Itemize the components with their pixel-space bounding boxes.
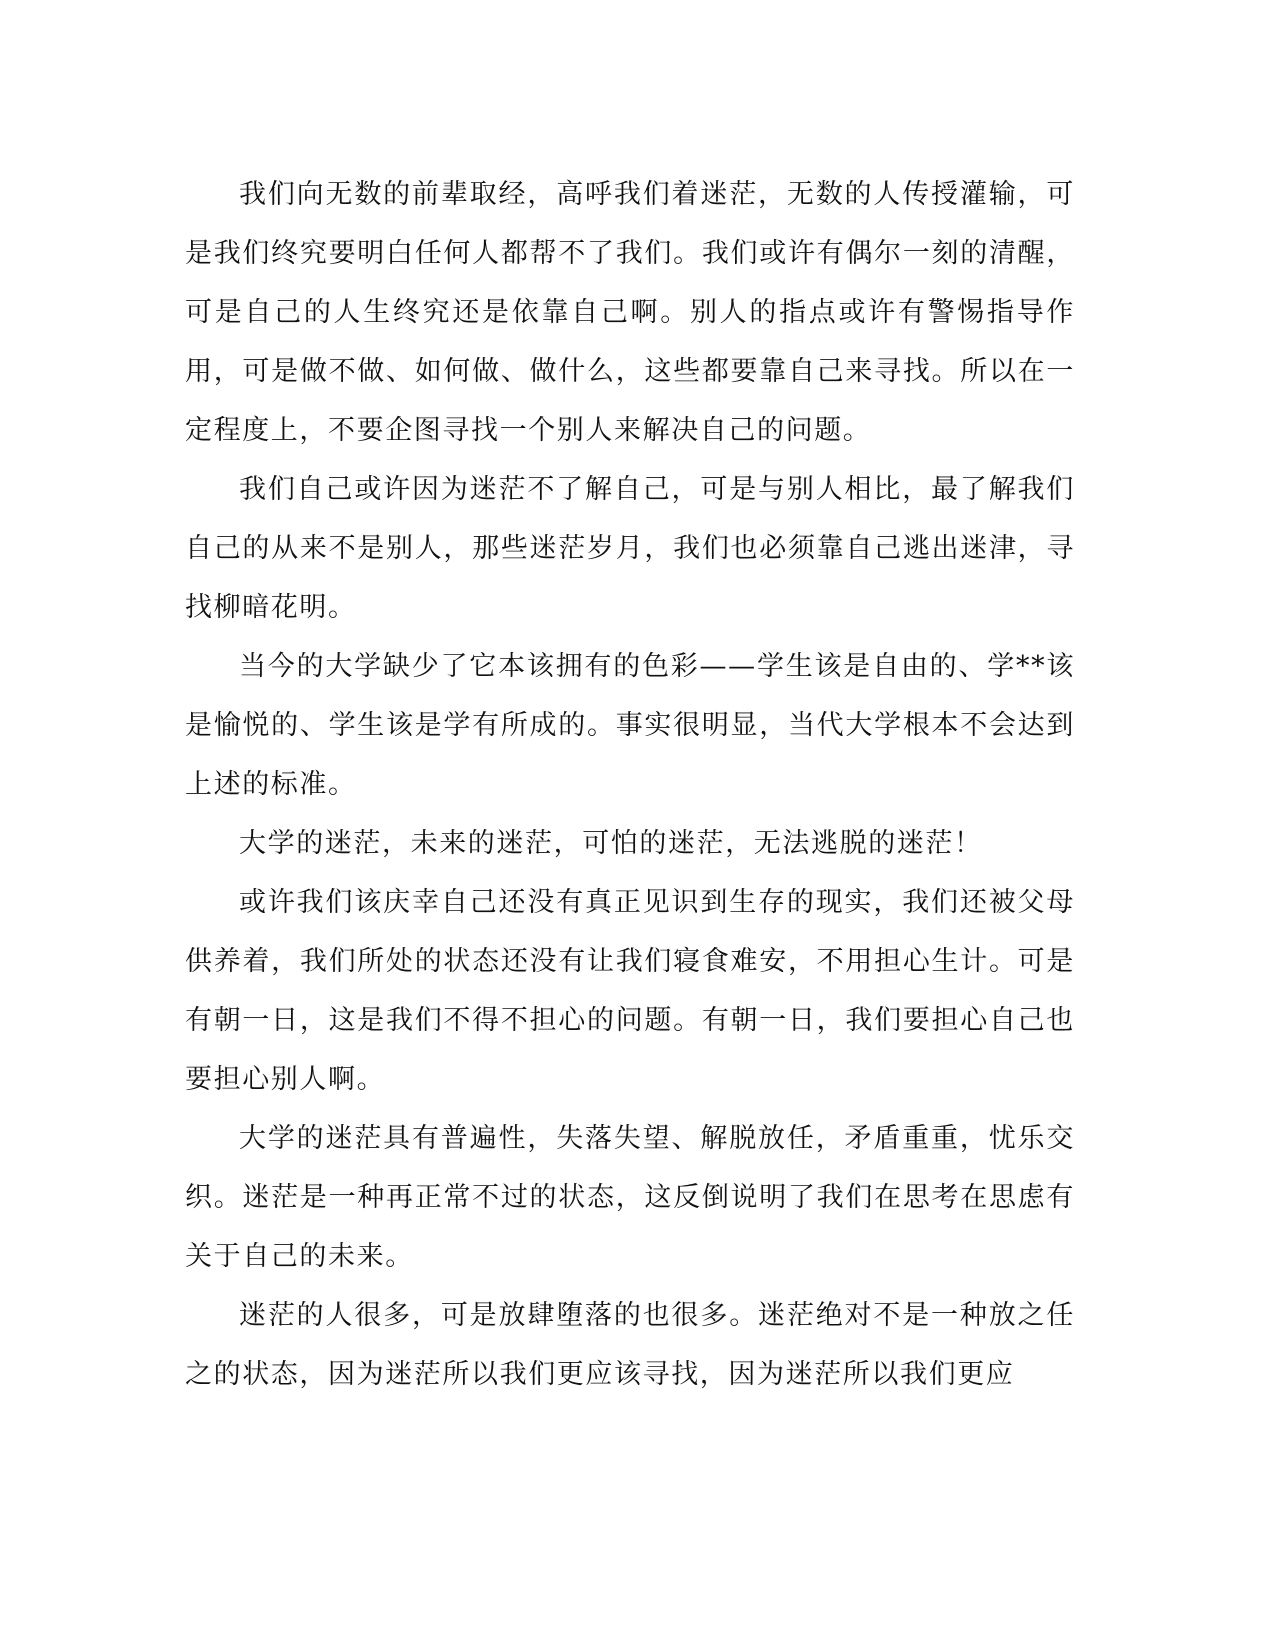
paragraph-6: 大学的迷茫具有普遍性，失落失望、解脱放任，矛盾重重，忧乐交织。迷茫是一种再正常不过的状态，这反倒说明了我们在思考在思虑有关于自己的未来。 <box>185 1123 1075 1272</box>
paragraph-1: 我们向无数的前辈取经，高呼我们着迷茫，无数的人传授灌输，可是我们终究要明白任何人都帮不了我们。我们或许有偶尔一刻的清醒，可是自己的人生终究还是依靠自己啊。别人的指点或许有警惕指导作用，可是做不做、如何做、做什么，这些都要靠自己来寻找。所以在一定程度上，不要企图寻找一个别人来解决自己的问题。 <box>185 179 1075 446</box>
paragraph-7: 迷茫的人很多，可是放肆堕落的也很多。迷茫绝对不是一种放之任之的状态，因为迷茫所以我们更应该寻找，因为迷茫所以我们更应 <box>185 1300 1075 1390</box>
paragraph-5: 或许我们该庆幸自己还没有真正见识到生存的现实，我们还被父母供养着，我们所处的状态还没有让我们寝食难安，不用担心生计。可是有朝一日，这是我们不得不担心的问题。有朝一日，我们要担心自己也要担心别人啊。 <box>185 887 1075 1095</box>
paragraph-4: 大学的迷茫，未来的迷茫，可怕的迷茫，无法逃脱的迷茫！ <box>239 828 983 859</box>
paragraph-3: 当今的大学缺少了它本该拥有的色彩——学生该是自由的、学**该是愉悦的、学生该是学有所成的。事实很明显，当代大学根本不会达到上述的标准。 <box>185 651 1075 800</box>
document-body <box>185 165 1075 1404</box>
paragraph-2: 我们自己或许因为迷茫不了解自己，可是与别人相比，最了解我们自己的从来不是别人，那些迷茫岁月，我们也必须靠自己逃出迷津，寻找柳暗花明。 <box>185 474 1075 623</box>
